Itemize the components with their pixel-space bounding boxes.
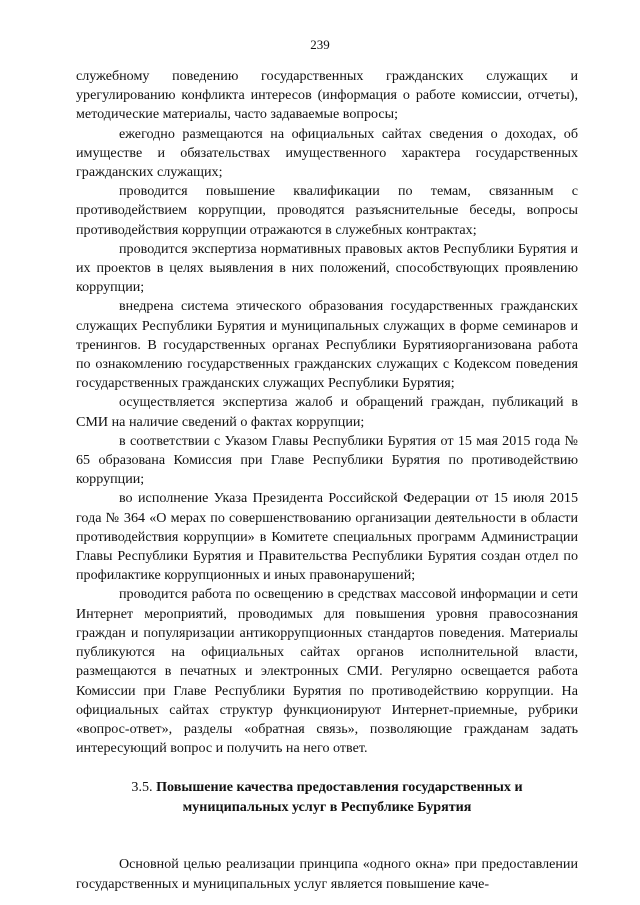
paragraph-6: осуществляется экспертиза жалоб и обращений граждан, публикаций в СМИ на наличие сведений о фактах коррупции; [76, 394, 578, 430]
section-title-part-2: муниципальных услуг в Республике Бурятия [182, 799, 472, 816]
section-heading [76, 777, 578, 817]
paragraph-8: во исполнение Указа Президента Российской Федерации от 15 июля 2015 года № 364 «О мерах по совершенствованию организации деятельности в области противодействия коррупции» в Комитете специальных программ Администрации Главы Республики Бурятия и Правительства Республики Бурятия создан отдел по профилактике коррупционных и иных правонарушений; [76, 490, 578, 584]
paragraph-3: проводится повышение квалификации по темам, связанным с противодействием коррупции, проводятся разъяснительные беседы, вопросы противодействия коррупции отражаются в служебных контрактах; [76, 183, 578, 238]
section-heading-line-1 [76, 777, 578, 797]
section-title-part-1: Повышение качества предоставления государственных и [156, 779, 523, 796]
page-number: 239 [310, 37, 330, 52]
closing-paragraph: Основной целью реализации принципа «одного окна» при предоставлении государственных и муниципальных услуг является повышение каче- [76, 856, 578, 892]
paragraph-1: служебному поведению государственных гражданских служащих и урегулированию конфликта интересов (информация о работе комиссии, отчеты), методические материалы, часто задаваемые вопросы; [76, 68, 578, 123]
paragraph-4: проводится экспертиза нормативных правовых актов Республики Бурятия и их проектов в целях выявления в них положений, способствующих проявлению коррупции; [76, 240, 578, 296]
document-body [76, 67, 578, 894]
paragraph-7: в соответствии с Указом Главы Республики Бурятия от 15 мая 2015 года № 65 образована Комиссия при Главе Республики Бурятия по противодействию коррупции; [76, 432, 578, 488]
paragraph-2: ежегодно размещаются на официальных сайтах сведения о доходах, об имуществе и обязательствах имущественного характера государственных гражданских служащих; [76, 125, 578, 181]
paragraph-5: внедрена система этического образования государственных гражданских служащих Республики Бурятия и муниципальных служащих в форме семинаров и тренингов. В государственных органах Республики Бурятияорганизована работа по ознакомлению государственных гражданских служащих с Кодексом поведения государственных гражданских служащих Республики Бурятия; [76, 298, 578, 392]
paragraph-9: проводится работа по освещению в средствах массовой информации и сети Интернет мероприятий, проводимых для повышения уровня правосознания граждан и популяризации антикоррупционных стандартов поведения. Материалы публикуются на официальных сайтах органов исполнительной власти, размещаются в печатных и электронных СМИ. Регулярно освещается работа Комиссии при Главе Республики Бурятия по противодействию коррупции. На официальных сайтах структур функционируют Интернет-приемные, рубрики «вопрос-ответ», разделы «обратная связь», позволяющие гражданам задать интересующий вопрос и получить на него ответ. [76, 586, 578, 757]
section-number: 3.5. [131, 779, 153, 796]
